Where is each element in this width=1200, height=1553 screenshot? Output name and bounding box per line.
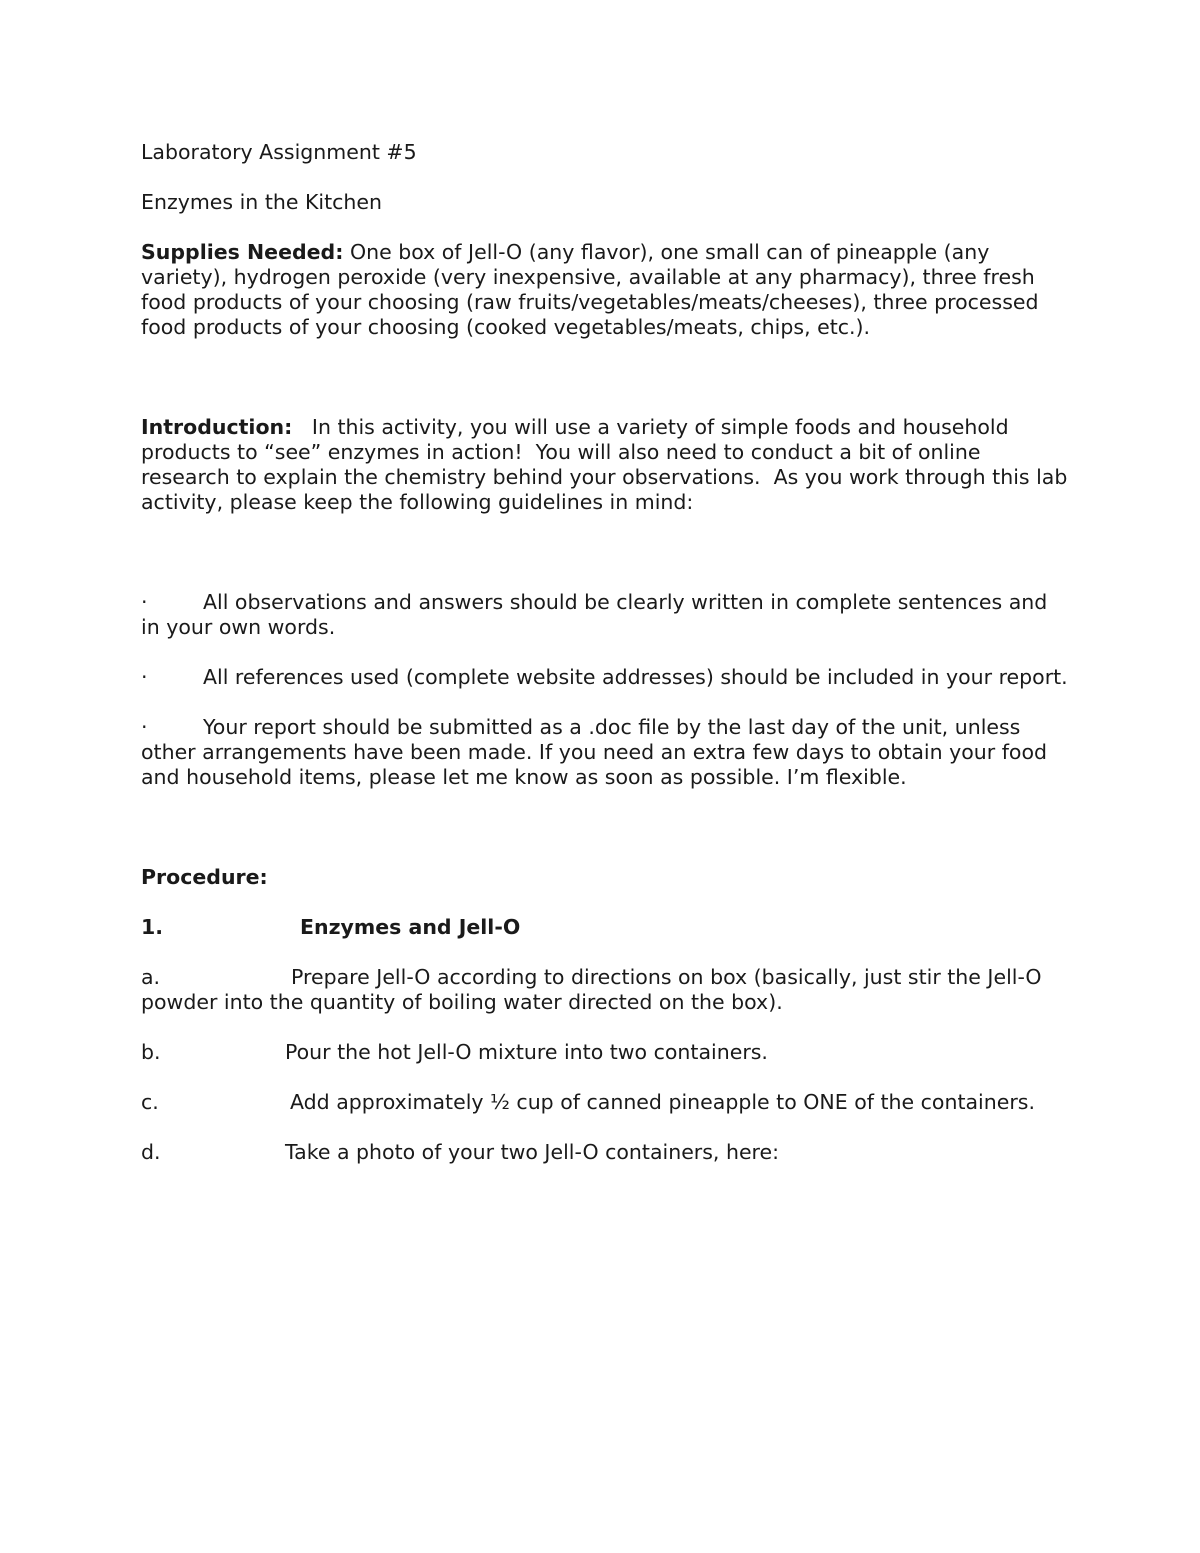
procedure-step xyxy=(141,1040,1071,1065)
guideline-text: All observations and answers should be clearly written in complete sentences and in your own words. xyxy=(141,590,1048,639)
step-text: Add approximately ½ cup of canned pineapple to ONE of the containers. xyxy=(290,1090,1035,1114)
supplies-paragraph xyxy=(141,240,1071,340)
guideline-text: All references used (complete website addresses) should be included in your report. xyxy=(203,665,1068,689)
section-heading xyxy=(141,915,1071,940)
supplies-label: Supplies Needed: xyxy=(141,240,344,264)
bullet-marker: · xyxy=(141,715,148,739)
procedure-heading: Procedure: xyxy=(141,865,268,889)
introduction-paragraph xyxy=(141,415,1074,515)
step-letter: b. xyxy=(141,1040,161,1064)
document-subtitle: Enzymes in the Kitchen xyxy=(141,190,383,214)
supplies-text: One box of Jell-O (any flavor), one small can of pineapple (any variety), hydrogen peroxide (very inexpensive, available at any pharmacy), three fresh food products of your choosing (raw fruits/vegetables/meats/cheeses), three processed food products of your choosing (cooked vegetables/meats, chips, etc.). xyxy=(141,240,1039,339)
introduction-text: In this activity, you will use a variety of simple foods and household products to “see” enzymes in action! You will also need to conduct a bit of online research to explain the chemistry behind your observations. As you work through this lab activity, please keep the following guidelines in mind: xyxy=(141,415,1074,514)
step-letter: d. xyxy=(141,1140,161,1164)
guideline-text: Your report should be submitted as a .doc file by the last day of the unit, unless other arrangements have been made. If you need an extra few days to obtain your food and household items, please let me know as soon as possible. I’m flexible. xyxy=(141,715,1048,789)
guideline-item xyxy=(141,665,1071,690)
document-title: Laboratory Assignment #5 xyxy=(141,140,417,164)
step-letter: c. xyxy=(141,1090,159,1114)
bullet-marker: · xyxy=(141,590,148,614)
step-letter: a. xyxy=(141,965,161,989)
document-page xyxy=(141,140,1074,1165)
section-number: 1. xyxy=(141,915,164,939)
step-text: Pour the hot Jell-O mixture into two containers. xyxy=(285,1040,768,1064)
procedure-step xyxy=(141,1090,1071,1115)
step-text: Prepare Jell-O according to directions on box (basically, just stir the Jell-O powder into the quantity of boiling water directed on the box). xyxy=(141,965,1042,1014)
section-title: Enzymes and Jell-O xyxy=(300,915,521,939)
introduction-label: Introduction: xyxy=(141,415,293,439)
procedure-step xyxy=(141,1140,1071,1165)
step-text: Take a photo of your two Jell-O containers, here: xyxy=(285,1140,780,1164)
guideline-item xyxy=(141,590,1071,640)
bullet-marker: · xyxy=(141,665,148,689)
procedure-step xyxy=(141,965,1071,1015)
guideline-item xyxy=(141,715,1071,790)
